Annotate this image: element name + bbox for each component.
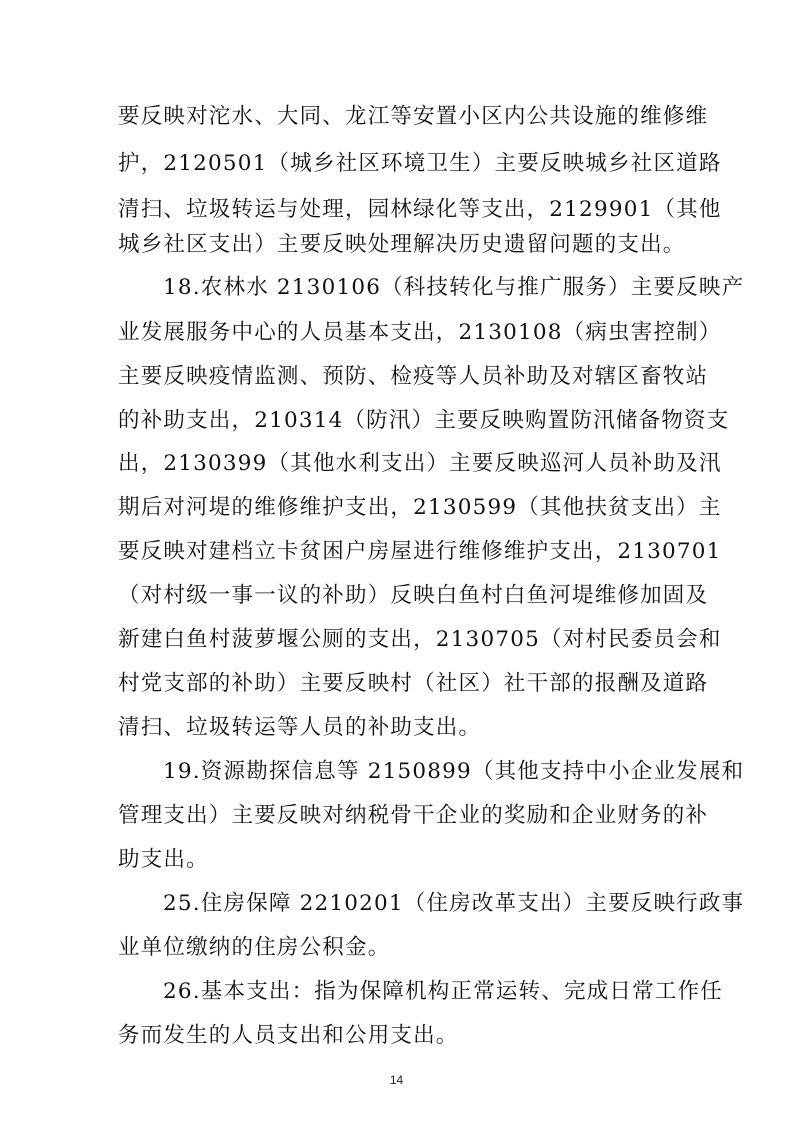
- text-line: 清扫、垃圾转运与处理，园林绿化等支出，2129901（其他: [118, 197, 722, 222]
- text-line: 业单位缴纳的住房公积金。: [118, 935, 391, 960]
- text-line: 的补助支出，210314（防汛）主要反映购置防汛储备物资支: [118, 408, 730, 433]
- text-line: （对村级一事一议的补助）反映白鱼村白鱼河堤维修加固及: [118, 583, 709, 608]
- text-line: 期后对河堤的维修维护支出，2130599（其他扶贫支出）主: [118, 495, 722, 520]
- paragraph-25-start: 25.住房保障 2210201（住房改革支出）主要反映行政事: [163, 891, 745, 916]
- text-line: 业发展服务中心的人员基本支出，2130108（病虫害控制）: [118, 320, 722, 345]
- text-line: 要反映对建档立卡贫困户房屋进行维修维护支出，2130701: [118, 539, 722, 564]
- text-line: 要反映对沱水、大同、龙江等安置小区内公共设施的维修维: [118, 104, 709, 129]
- text-line: 城乡社区支出）主要反映处理解决历史遗留问题的支出。: [118, 232, 686, 257]
- paragraph-18-start: 18.农林水 2130106（科技转化与推广服务）主要反映产: [163, 275, 745, 300]
- paragraph-19-start: 19.资源勘探信息等 2150899（其他支持中小企业发展和: [163, 759, 745, 784]
- text-line: 村党支部的补助）主要反映村（社区）社干部的报酬及道路: [118, 671, 709, 696]
- text-line: 护，2120501（城乡社区环境卫生）主要反映城乡社区道路: [118, 151, 722, 176]
- text-line: 助支出。: [118, 847, 209, 872]
- text-line: 管理支出）主要反映对纳税骨干企业的奖励和企业财务的补: [118, 803, 709, 828]
- text-line: 务而发生的人员支出和公用支出。: [118, 1023, 459, 1048]
- page-number: 14: [389, 1073, 404, 1087]
- text-line: 出，2130399（其他水利支出）主要反映巡河人员补助及汛: [118, 451, 722, 476]
- paragraph-26-start: 26.基本支出：指为保障机构正常运转、完成日常工作任: [163, 979, 723, 1004]
- text-line: 主要反映疫情监测、预防、检疫等人员补助及对辖区畜牧站: [118, 364, 709, 389]
- text-line: 新建白鱼村菠萝堰公厕的支出，2130705（对村民委员会和: [118, 627, 722, 652]
- text-line: 清扫、垃圾转运等人员的补助支出。: [118, 715, 482, 740]
